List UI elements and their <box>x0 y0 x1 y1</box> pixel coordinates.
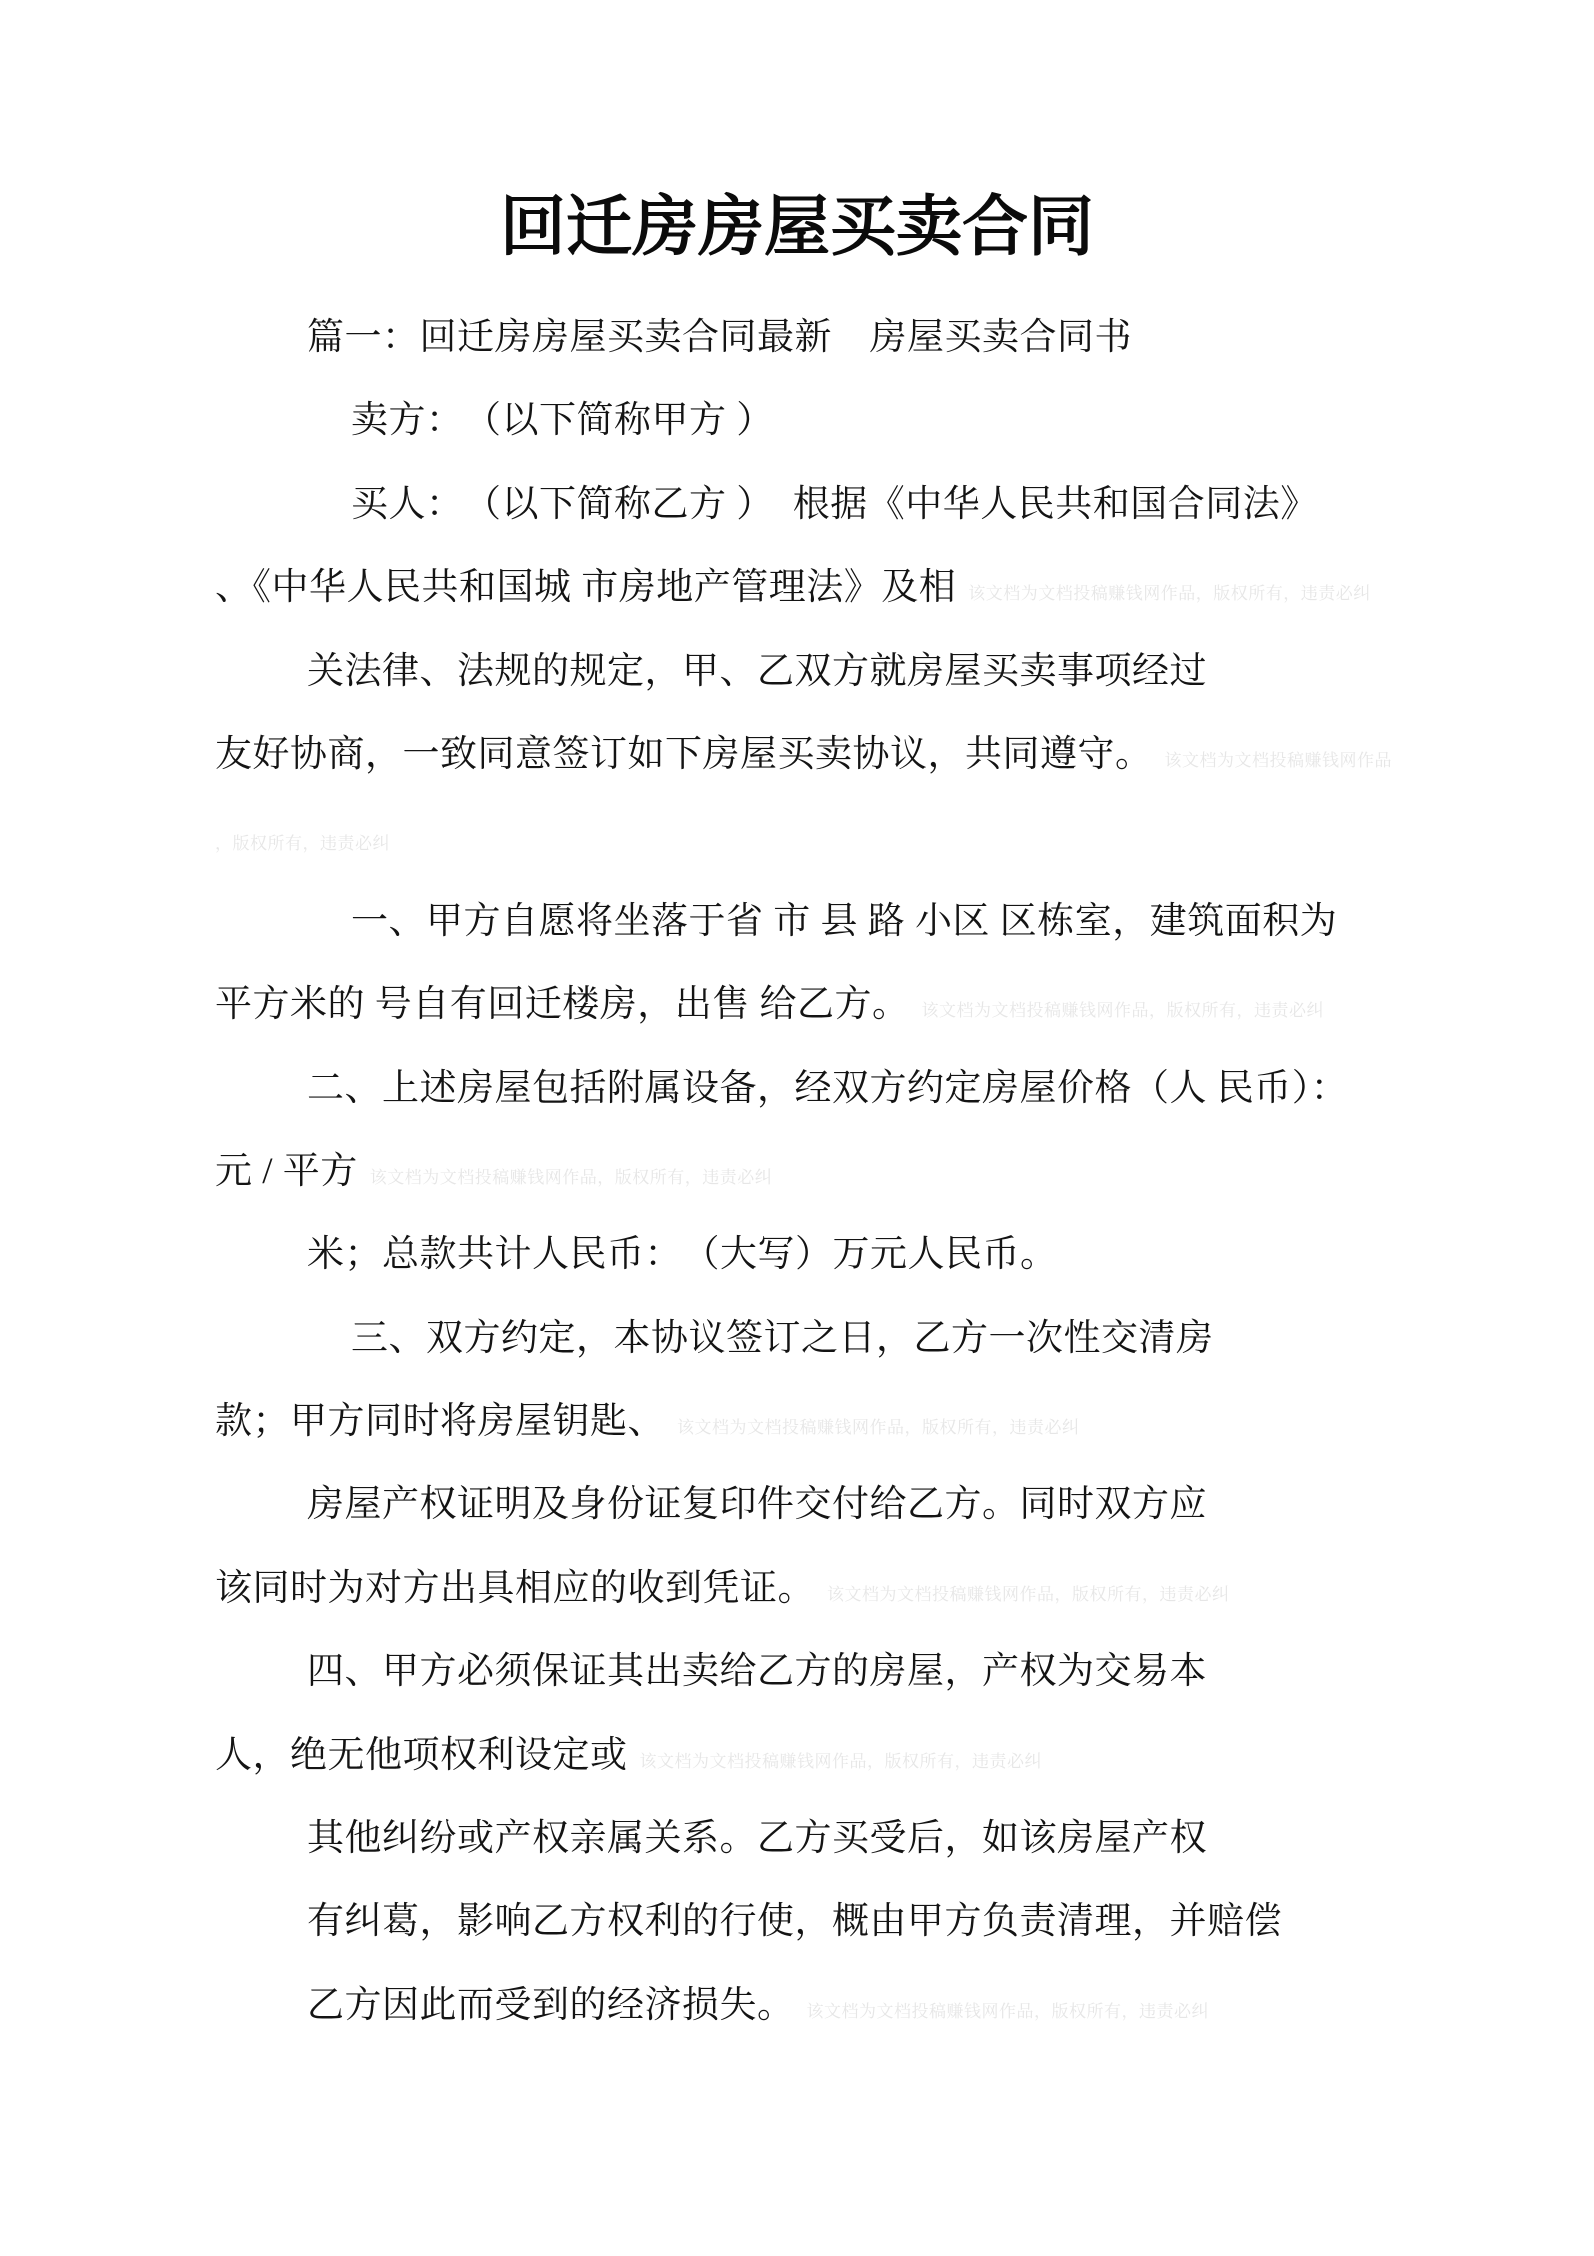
contract-line <box>215 379 1594 462</box>
watermark-text: 该文档为文档投稿赚钱网作品，版权所有，违责必纠 <box>968 584 1371 604</box>
doc-title: 回迁房房屋买卖合同 <box>500 191 1094 264</box>
line-text: 人，绝无他项权利设定或 <box>215 1734 628 1776</box>
line-text: 、《中华人民共和国城 市房地产管理法》及相 <box>215 567 957 609</box>
contract-line <box>215 1130 1594 1213</box>
contract-line <box>215 1297 1594 1380</box>
watermark-text: 该文档为文档投稿赚钱网作品，版权所有，违责必纠 <box>806 2001 1209 2021</box>
watermark-text: ，版权所有，违责必纠 <box>215 834 390 854</box>
contract-line <box>215 630 1594 713</box>
line-text: 篇一：回迁房房屋买卖合同最新 房屋买卖合同书 <box>307 317 1132 358</box>
line-text: 款；甲方同时将房屋钥匙、 <box>215 1401 665 1443</box>
line-text: 米；总款共计人民币： （大写）万元人民币。 <box>307 1234 1058 1276</box>
watermark-line <box>215 796 1594 879</box>
watermark-text: 该文档为文档投稿赚钱网作品，版权所有，违责必纠 <box>827 1584 1230 1604</box>
line-text: 元 / 平方 <box>215 1150 358 1192</box>
line-text: 房屋产权证明及身份证复印件交付给乙方。同时双方应 <box>307 1484 1207 1526</box>
line-text: 乙方因此而受到的经济损失。 <box>307 1984 795 2026</box>
line-text: 卖方： （以下简称甲方 ） <box>351 400 774 442</box>
line-text: 友好协商，一致同意签订如下房屋买卖协议，共同遵守。 <box>215 733 1153 775</box>
line-text: 四、甲方必须保证其出卖给乙方的房屋，产权为交易本 <box>307 1651 1207 1693</box>
contract-line <box>215 1880 1594 1963</box>
contract-line <box>215 963 1594 1046</box>
contract-line <box>215 1047 1594 1130</box>
contract-line <box>215 1630 1594 1713</box>
contract-line <box>215 1213 1594 1296</box>
doc-body <box>215 296 1594 2047</box>
line-text: 三、双方约定，本协议签订之日，乙方一次性交清房 <box>351 1317 1214 1359</box>
line-text: 平方米的 号自有回迁楼房，出售 给乙方。 <box>215 984 910 1026</box>
contract-line <box>215 1547 1594 1630</box>
line-text: 关法律、法规的规定，甲、乙双方就房屋买卖事项经过 <box>307 650 1207 692</box>
line-text: 一、甲方自愿将坐落于省 市 县 路 小区 区栋室，建筑面积为 <box>351 900 1338 942</box>
contract-line <box>215 880 1594 963</box>
line-text: 买人： （以下简称乙方 ） 根据《中华人民共和国合同法》 <box>351 483 1318 525</box>
watermark-text: 该文档为文档投稿赚钱网作品，版权所有，违责必纠 <box>677 1418 1080 1438</box>
watermark-text: 该文档为文档投稿赚钱网作品，版权所有，违责必纠 <box>921 1001 1324 1021</box>
watermark-text: 该文档为文档投稿赚钱网作品，版权所有，违责必纠 <box>639 1751 1042 1771</box>
contract-line <box>215 1380 1594 1463</box>
contract-line <box>215 1964 1594 2047</box>
watermark-text: 该文档为文档投稿赚钱网作品，版权所有，违责必纠 <box>369 1167 773 1187</box>
contract-line <box>215 546 1594 629</box>
line-text: 其他纠纷或产权亲属关系。乙方买受后，如该房屋产权 <box>307 1818 1207 1860</box>
line-text: 有纠葛，影响乙方权利的行使，概由甲方负责清理，并赔偿 <box>307 1901 1282 1943</box>
line-text: 该同时为对方出具相应的收到凭证。 <box>215 1567 815 1609</box>
watermark-text: 该文档为文档投稿赚钱网作品 <box>1164 750 1392 770</box>
contract-line <box>215 1463 1594 1546</box>
contract-line <box>215 713 1594 796</box>
line-text: 二、上述房屋包括附属设备，经双方约定房屋价格（人 民币）： <box>307 1067 1349 1109</box>
contract-line <box>215 1714 1594 1797</box>
contract-line <box>215 296 1594 379</box>
contract-line <box>215 463 1594 546</box>
contract-line <box>215 1797 1594 1880</box>
